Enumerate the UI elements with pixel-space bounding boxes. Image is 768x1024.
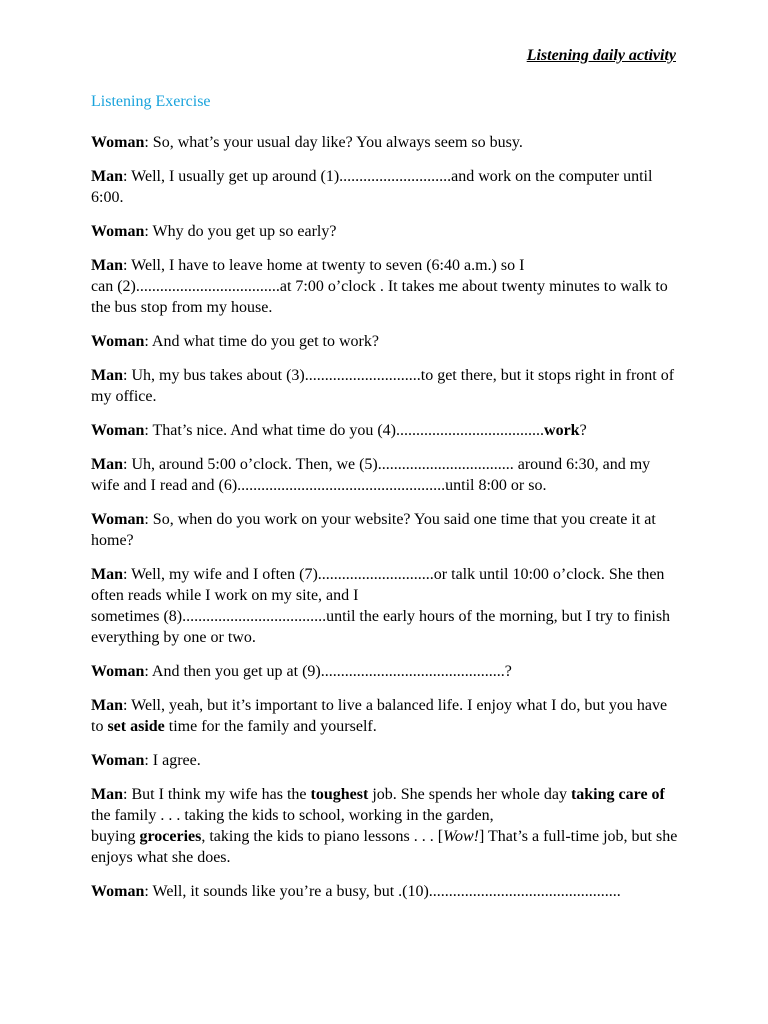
turn-text: : So, when do you work on your website? You said one time that you create it at home? — [91, 511, 656, 549]
turn-text: ? — [579, 422, 587, 439]
speaker-label: Man — [91, 786, 123, 803]
bold-term: groceries — [139, 828, 202, 845]
speaker-label: Man — [91, 168, 123, 185]
speaker-label: Man — [91, 257, 123, 274]
turn-text: time for the family and yourself. — [164, 718, 377, 735]
turn-text: sometimes (8)....................................until the early hours of the morning, but I try to finish everything by one or two. — [91, 608, 671, 646]
speaker-label: Woman — [91, 134, 145, 151]
bold-term: taking care of — [570, 786, 665, 803]
dialogue-turn — [91, 420, 681, 441]
dialogue-turn — [91, 132, 681, 153]
bold-term: toughest — [310, 786, 369, 803]
speaker-label: Woman — [91, 663, 145, 680]
turn-text: : Well, it sounds like you’re a busy, but .(10)................................................ — [144, 883, 621, 900]
turn-text: job. She spends her whole day — [368, 786, 571, 803]
turn-text: ] That’s a full-time job, but she enjoys what she does. — [91, 828, 678, 866]
turn-text: , taking the kids to piano lessons . . . [ — [201, 828, 444, 845]
speaker-label: Woman — [91, 223, 145, 240]
turn-text: : Well, my wife and I often (7).............................or talk until 10:00 o’clock. She then often reads while I work on my site, and I — [91, 566, 665, 604]
page-header-title: Listening daily activity — [526, 47, 676, 64]
turn-text: : Why do you get up so early? — [144, 223, 337, 240]
dialogue-turn — [91, 454, 681, 496]
turn-text: : Uh, my bus takes about (3).............................to get there, but it stops right in front of my office. — [91, 367, 675, 405]
dialogue-turn — [91, 255, 681, 318]
speaker-label: Woman — [91, 511, 145, 528]
speaker-label: Woman — [91, 883, 145, 900]
speaker-label: Man — [91, 697, 123, 714]
dialogue-turn — [91, 750, 681, 771]
dialogue-turn — [91, 784, 681, 868]
turn-text: the family . . . taking the kids to school, working in the garden, — [91, 807, 494, 824]
dialogue — [91, 132, 681, 915]
italic-term: Wow! — [443, 828, 479, 845]
dialogue-turn — [91, 509, 681, 551]
dialogue-turn — [91, 881, 681, 902]
dialogue-turn — [91, 331, 681, 352]
turn-text: : I agree. — [144, 752, 201, 769]
speaker-label: Man — [91, 367, 123, 384]
speaker-label: Woman — [91, 752, 145, 769]
dialogue-turn — [91, 365, 681, 407]
exercise-heading: Listening Exercise — [91, 93, 211, 110]
dialogue-turn — [91, 221, 681, 242]
turn-text: : Uh, around 5:00 o’clock. Then, we (5).................................. around 6:30, and my wife and I read and (6)....................................................until 8:00 or so. — [91, 456, 651, 494]
turn-text: : That’s nice. And what time do you (4)..................................... — [144, 422, 545, 439]
dialogue-turn — [91, 661, 681, 682]
turn-text: : Well, I usually get up around (1)............................and work on the computer until 6:00. — [91, 168, 653, 206]
dialogue-turn — [91, 695, 681, 737]
turn-text: : And what time do you get to work? — [144, 333, 379, 350]
speaker-label: Man — [91, 456, 123, 473]
turn-text: : And then you get up at (9)..............................................? — [144, 663, 512, 680]
dialogue-turn — [91, 564, 681, 648]
dialogue-turn — [91, 166, 681, 208]
turn-text: : Well, I have to leave home at twenty to seven (6:40 a.m.) so I — [123, 257, 525, 274]
document-page — [91, 0, 681, 1024]
turn-text: : So, what’s your usual day like? You always seem so busy. — [144, 134, 523, 151]
bold-term: set aside — [107, 718, 165, 735]
speaker-label: Man — [91, 566, 123, 583]
bold-term: work — [544, 422, 580, 439]
turn-text: buying — [91, 828, 140, 845]
turn-text: : But I think my wife has the — [123, 786, 311, 803]
speaker-label: Woman — [91, 333, 145, 350]
speaker-label: Woman — [91, 422, 145, 439]
turn-text: : Well, yeah, but it’s important to live a balanced life. I enjoy what I do, but you have to — [91, 697, 668, 735]
turn-text: can (2)....................................at 7:00 o’clock . It takes me about twenty minutes to walk to the bus stop from my house. — [91, 278, 668, 316]
